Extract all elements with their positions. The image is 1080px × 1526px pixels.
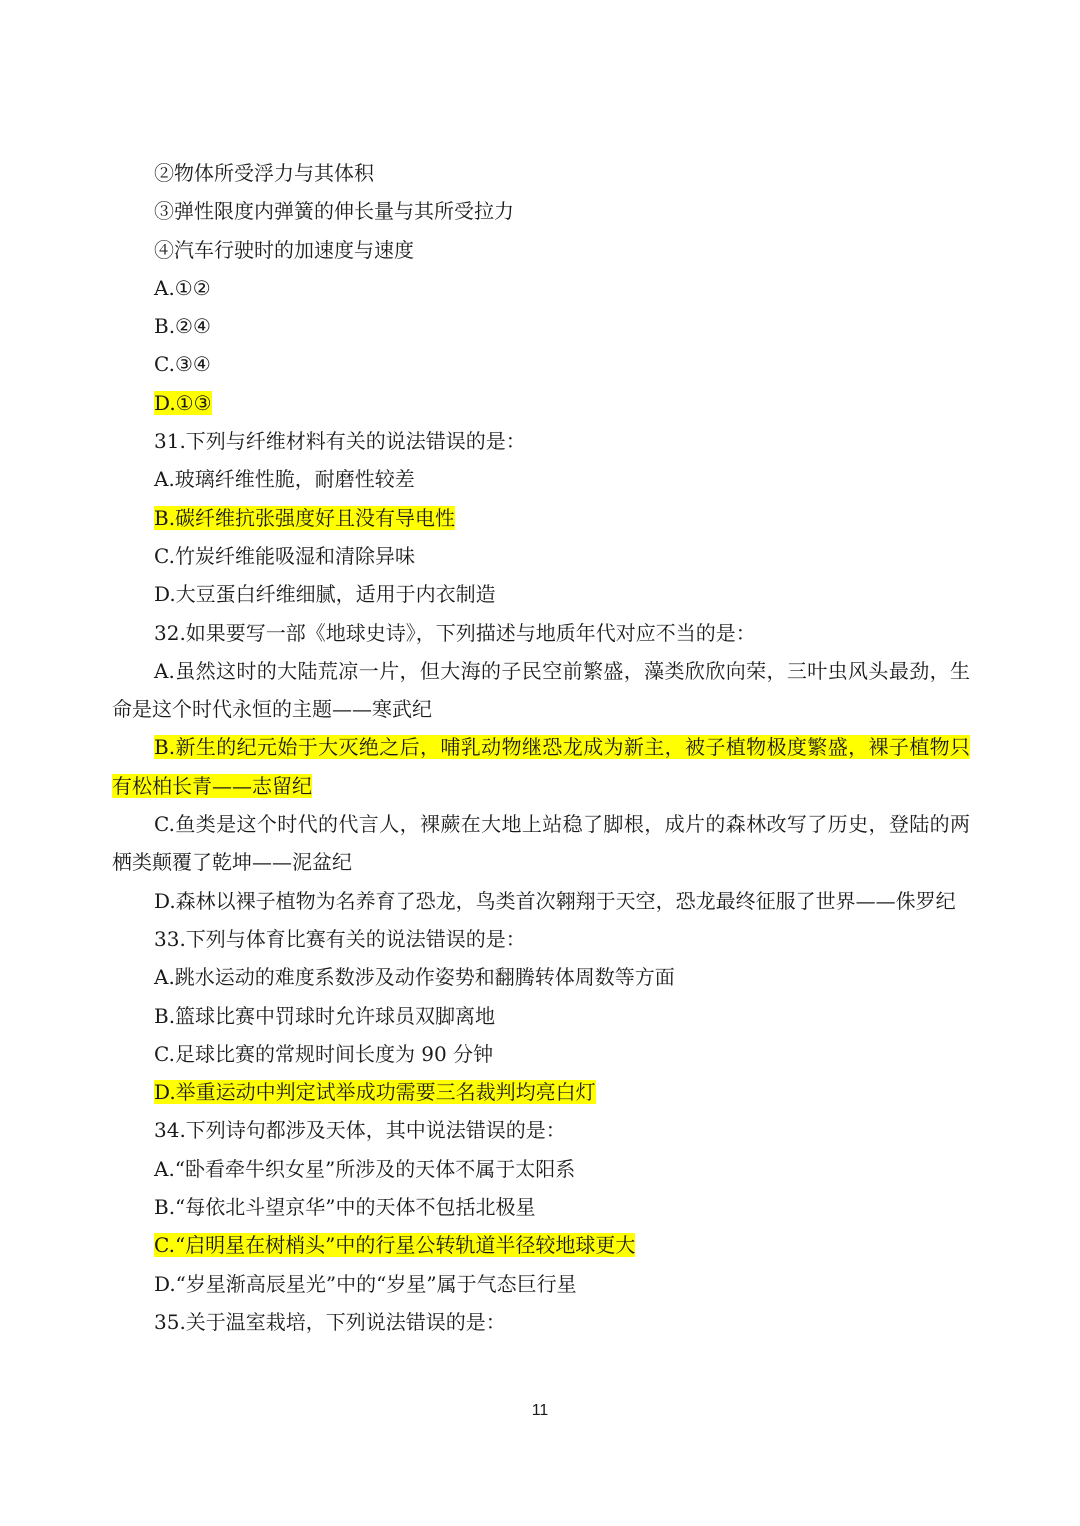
q34-option-d: D.“岁星渐高辰星光”中的“岁星”属于气态巨行星: [154, 1271, 577, 1296]
answer-highlight: C.“启明星在树梢头”中的行星公转轨道半径较地球更大: [154, 1233, 636, 1258]
answer-highlight: B.碳纤维抗张强度好且没有导电性: [154, 505, 456, 530]
q32-option-a: A.虽然这时的大陆荒凉一片，但大海的子民空前繁盛，藻类欣欣向荣，三叶虫风头最劲，生命是这个时代永恒的主题——寒武纪: [112, 658, 970, 722]
question-32: 32.如果要写一部《地球史诗》，下列描述与地质年代对应不当的是：: [154, 620, 756, 645]
q33-option-b: B.篮球比赛中罚球时允许球员双脚离地: [154, 1003, 496, 1028]
q30-option-a: A.①②: [154, 275, 211, 300]
question-34: 34.下列诗句都涉及天体，其中说法错误的是：: [154, 1118, 566, 1143]
q34-option-b: B.“每依北斗望京华”中的天体不包括北极星: [154, 1195, 536, 1220]
statement-2: ②物体所受浮力与其体积: [154, 161, 374, 185]
q34-option-c-answer: [112, 1226, 970, 1264]
q31-option-c: C.竹炭纤维能吸湿和清除异味: [154, 543, 415, 568]
page-number: 11: [531, 1402, 549, 1419]
q31-option-b-answer: [112, 499, 970, 537]
question-35: 35.关于温室栽培，下列说法错误的是：: [154, 1309, 506, 1334]
answer-highlight: D.举重运动中判定试举成功需要三名裁判均亮白灯: [154, 1080, 596, 1105]
q32-option-d: D.森林以裸子植物为名养育了恐龙，鸟类首次翱翔于天空，恐龙最终征服了世界——侏罗纪: [154, 888, 956, 913]
q34-option-a: A.“卧看牵牛织女星”所涉及的天体不属于太阳系: [154, 1156, 576, 1181]
q32-option-c: C.鱼类是这个时代的代言人，裸蕨在大地上站稳了脚根，成片的森林改写了历史，登陆的两栖类颠覆了乾坤——泥盆纪: [112, 812, 970, 875]
q33-option-c: C.足球比赛的常规时间长度为 90 分钟: [154, 1041, 494, 1066]
q32-option-b-answer: [112, 728, 970, 805]
q33-option-a: A.跳水运动的难度系数涉及动作姿势和翻腾转体周数等方面: [154, 965, 675, 990]
q33-option-d-answer: [112, 1073, 970, 1111]
answer-highlight: B.新生的纪元始于大灭绝之后，哺乳动物继恐龙成为新主，被子植物极度繁盛，裸子植物只有松柏长青——志留纪: [112, 735, 970, 798]
question-31: 31.下列与纤维材料有关的说法错误的是：: [154, 429, 526, 454]
q30-option-c: C.③④: [154, 352, 211, 377]
q31-option-d: D.大豆蛋白纤维细腻，适用于内衣制造: [154, 582, 496, 607]
question-33: 33.下列与体育比赛有关的说法错误的是：: [154, 926, 526, 951]
statement-4: ④汽车行驶时的加速度与速度: [154, 237, 414, 262]
statement-3: ③弹性限度内弹簧的伸长量与其所受拉力: [154, 199, 514, 224]
answer-highlight: D.①③: [154, 390, 212, 415]
q31-option-a: A.玻璃纤维性脆，耐磨性较差: [154, 467, 415, 492]
q30-option-b: B.②④: [154, 314, 211, 339]
q30-option-d-answer: [112, 384, 970, 422]
page-content: [112, 154, 970, 1341]
